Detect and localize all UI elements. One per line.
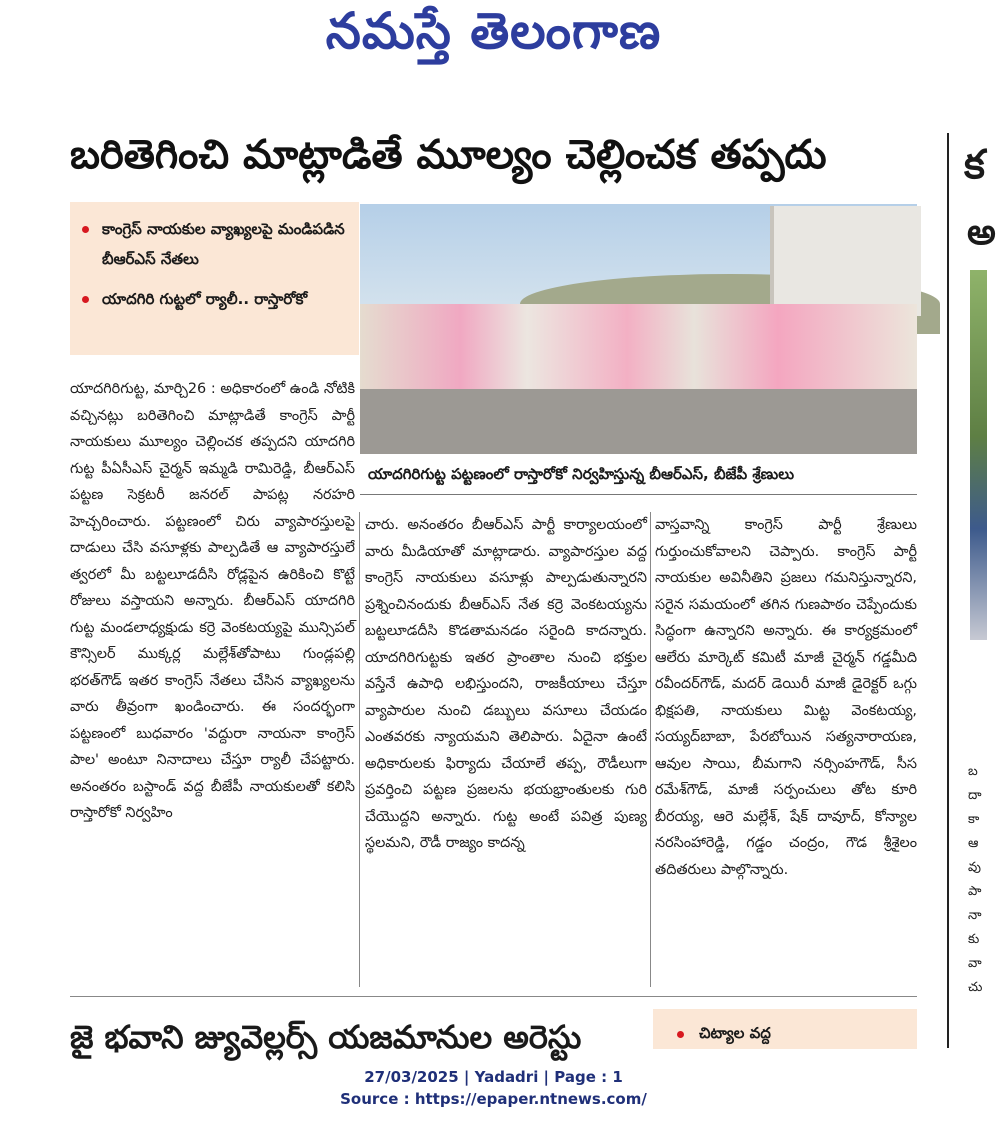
footer-source-link[interactable]: Source : https://epaper.ntnews.com/ [340, 1090, 647, 1108]
article-column-1: యాదగిరిగుట్ట, మార్చి26 : అధికారంలో ఉండి నోటికి వచ్చినట్లు బరితెగించి మాట్లాడితే కాంగ్రెస్ పార్టీ నాయకులు మూల్యం చెల్లించక తప్పదని యాదగిరి గుట్ట పీఏసీఎస్ చైర్మన్ ఇమ్మడి రామిరెడ్డి, బీఆర్ఎస్ పట్టణ సెక్రటరీ జనరల్ పాపట్ల నరహరి హెచ్చరించారు. పట్టణంలో చిరు వ్యాపారస్తులపై దాడులు చేసి వసూళ్లకు పాల్పడితే ఆ వ్యాపారస్తులే త్వరలో మీ బట్టలూడదీసి రోడ్లపైన ఉరికించి కొట్టే రోజులు వస్తాయని అన్నారు. బీఆర్ఎస్ యాదగిరి గుట్ట మండలాధ్యక్షుడు కర్రె వెంకటయ్యపై మున్సిపల్ కౌన్సిలర్ ముక్కర్ల మల్లేశ్‌తోపాటు గుండ్లపల్లి భరత్‌గౌడ్ ఇతర కాంగ్రెస్ నేతలు చేసిన వ్యాఖ్యలను వారు తీవ్రంగా ఖండించారు. ఈ సందర్భంగా పట్టణంలో బుధవారం 'వద్దురా నాయనా కాంగ్రెస్ పాల' అంటూ నినాదాలు చేస్తూ ర్యాలీ చేపట్టారు. అనంతరం బస్టాండ్ వద్ద బీజేపీ నాయకులతో కలిసి రాస్తారోకో నిర్వహిం [70, 381, 355, 821]
column-divider [650, 512, 651, 987]
masthead [0, 0, 987, 80]
side-text-fragment: పా [968, 884, 982, 899]
section-divider [70, 996, 917, 997]
column-divider [359, 512, 360, 987]
side-text-fragment: బ [968, 764, 978, 779]
next-article-highlight: చిట్యాల వద్ద [699, 1024, 771, 1042]
bullet-icon [82, 226, 89, 233]
footer-date-edition: 27/03/2025 | Yadadri | Page : 1 [364, 1068, 623, 1086]
column-divider-right [947, 133, 949, 1048]
side-text-fragment: ఆ [968, 836, 979, 851]
side-text-fragment: నా [968, 908, 982, 923]
caption-divider [360, 494, 917, 495]
next-article-highlight-box [653, 1009, 917, 1049]
side-headline-fragment-2: అ [967, 212, 996, 253]
article-photo [360, 204, 917, 454]
side-article-photo [970, 270, 987, 640]
photo-caption: యాదగిరిగుట్ట పట్టణంలో రాస్తారోకో నిర్వహిస్తున్న బీఆర్ఎస్, బీజేపీ శ్రేణులు [368, 465, 795, 483]
side-article-text [968, 760, 987, 1000]
bullet-icon [82, 296, 89, 303]
side-text-fragment: చు [968, 980, 983, 995]
highlights-box [70, 202, 359, 355]
side-text-fragment: వా [968, 956, 982, 971]
side-text-fragment: దా [968, 788, 982, 803]
newspaper-logo-title: నమస్తే తెలంగాణ [325, 2, 662, 60]
next-article-headline: జై భవాని జ్యువెల్లర్స్ యజమానుల అరెస్టు [70, 1018, 582, 1056]
side-text-fragment: కు [968, 932, 980, 947]
page-footer [0, 1066, 987, 1110]
article-column-2: చారు. అనంతరం బీఆర్ఎస్ పార్టీ కార్యాలయంలో వారు మీడియాతో మాట్లాడారు. వ్యాపారస్తుల వద్ద కాంగ్రెస్ నాయకులు వసూళ్లు పాల్పడుతున్నారని ప్రశ్నించినందుకు బీఆర్ఎస్ నేత కర్రె వెంకటయ్యను బట్టలూడదీసి కొడతామనడం సరైంది కాదన్నారు. యాదగిరిగుట్టకు ఇతర ప్రాంతాల నుంచి భక్తుల వస్తేనే ఉపాధి లభిస్తుందని, రాజకీయాలు చేస్తూ వ్యాపారుల నుంచి డబ్బులు వసూలు చేయడం ఎంతవరకు న్యాయమని తెలిపారు. ఏదైనా ఉంటే అధికారులకు ఫిర్యాదు చేయాలే తప్ప, రౌడీలుగా ప్రవర్తించి పట్టణ ప్రజలను భయభ్రాంతులకు గురి చేయొద్దని అన్నారు. గుట్ట అంటే పవిత్ర పుణ్య స్థలమని, రౌడీ రాజ్యం కాదన్న [365, 517, 647, 851]
bullet-icon [677, 1031, 684, 1038]
article-column-3: వాస్తవాన్ని కాంగ్రెస్ పార్టీ శ్రేణులు గుర్తుంచుకోవాలని చెప్పారు. కాంగ్రెస్ పార్టీ నాయకుల అవినీతిని ప్రజలు గమనిస్తున్నారని, సరైన సమయంలో తగిన గుణపాఠం చెప్పేందుకు సిద్ధంగా ఉన్నారని అన్నారు. ఈ కార్యక్రమంలో ఆలేరు మార్కెట్ కమిటీ మాజీ చైర్మన్ గడ్డమీది రవీందర్‌గౌడ్, మదర్ డెయిరీ మాజీ డైరెక్టర్ ఒగ్గు భిక్షపతి, నాయకులు మిట్ట వెంకటయ్య, సయ్యద్‌బాబా, పేరబోయిన సత్యనారాయణ, ఆవుల సాయి, బీమగాని నర్సింహగౌడ్, సీస రమేశ్‌గౌడ్, మాజీ సర్పంచులు తోట కూరి బీరయ్య, ఆరె మల్లేశ్, షేక్ దావూద్, కోన్యాల నరసింహారెడ్డి, గడ్డం చంద్రం, గౌడ శ్రీశైలం తదితరులు పాల్గొన్నారు. [655, 517, 917, 878]
article-headline: బరితెగించి మాట్లాడితే మూల్యం చెల్లించక తప్పదు [70, 132, 827, 178]
side-text-fragment: వు [968, 860, 981, 875]
highlight-item: యాదగిరి గుట్టలో ర్యాలీ.. రాస్తారోకో [82, 284, 352, 314]
highlight-item: కాంగ్రెస్ నాయకుల వ్యాఖ్యలపై మండిపడిన బీఆర్ఎస్ నేతలు [82, 214, 352, 274]
side-headline-fragment-1: క [964, 142, 985, 188]
side-text-fragment: కా [968, 812, 980, 827]
